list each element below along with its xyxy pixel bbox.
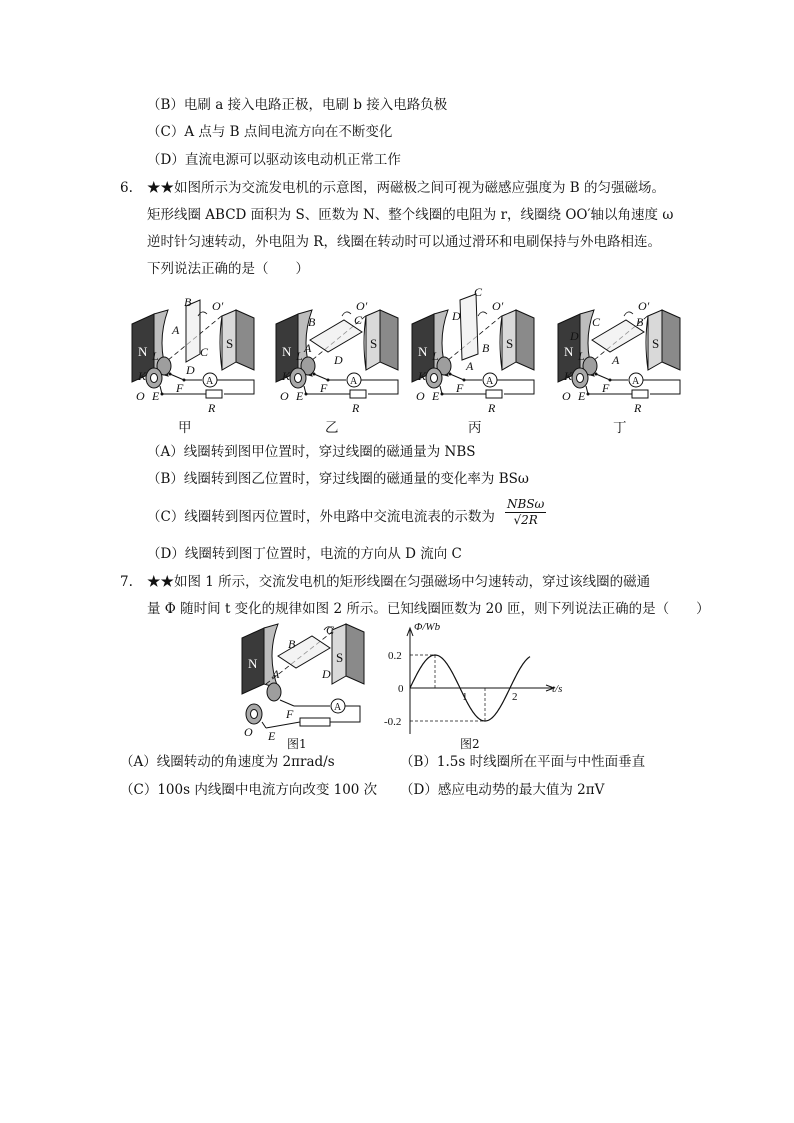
slip-ring-hole — [577, 374, 584, 383]
slip-ring-hole — [295, 374, 302, 383]
rotation-arrow — [624, 312, 633, 316]
coil-vertex-b: B — [482, 341, 490, 355]
q7-number: 7. — [120, 574, 133, 590]
q7-option-a: （A）线圈转动的角速度为 2πrad/s — [120, 754, 335, 770]
ring-label-l: L — [432, 349, 439, 363]
coil-vertex-b: B — [308, 315, 316, 329]
contact-0 — [313, 373, 316, 376]
wire-right — [643, 380, 680, 394]
axis-label-o-prime: O′ — [492, 299, 504, 313]
slip-ring-hole — [151, 374, 158, 383]
brush-label-f: F — [320, 381, 328, 395]
q7-stem-line-2: 量 Φ 随时间 t 变化的规律如图 2 所示。已知线圈匝数为 20 匝，则下列说法正确的是（ ） — [147, 601, 710, 617]
slip-ring-hole — [251, 710, 258, 719]
slip-ring-1 — [267, 683, 281, 701]
figure-label-jia: 甲 — [178, 420, 192, 436]
contact-1 — [183, 379, 186, 382]
wire-bottom — [266, 722, 300, 728]
brush-label-f: F — [176, 381, 184, 395]
generator-2 — [412, 285, 534, 415]
resistor-label: R — [634, 401, 642, 415]
brush-label-e: E — [152, 389, 160, 403]
coil-vertex-c: C — [326, 623, 335, 637]
coil-vertex-d: D — [452, 309, 461, 323]
brush-label-e: E — [296, 389, 304, 403]
coil-vertex-d: D — [334, 353, 343, 367]
y-tick-label-1: 0 — [398, 683, 404, 695]
resistor-label: R — [488, 401, 496, 415]
ring-label-k: K — [564, 369, 573, 383]
y-axis-label: Φ/Wb — [414, 621, 441, 633]
coil-vertex-c: C — [474, 285, 483, 299]
brush-f — [280, 700, 294, 706]
magnet-n-label: N — [564, 344, 574, 359]
ring-label-l: L — [152, 349, 159, 363]
magnet-s-label: S — [226, 336, 234, 351]
brush-f — [450, 374, 464, 380]
contact-0 — [595, 373, 598, 376]
q6-stem-line-3: 逆时针匀速转动，外电阻为 R，线圈在转动时可以通过滑环和电刷保持与外电路相连。 — [147, 234, 661, 250]
brush-label-f: F — [456, 381, 464, 395]
brush-e — [262, 722, 266, 728]
coil-vertex-d: D — [186, 363, 195, 377]
figure-1-caption: 图1 — [287, 737, 307, 751]
resistor-label: R — [208, 401, 216, 415]
contact-1 — [463, 379, 466, 382]
magnet-n-label: N — [282, 344, 292, 359]
contact-1 — [609, 379, 612, 382]
q5-option-c: （C）A 点与 B 点间电流方向在不断变化 — [147, 124, 393, 140]
slip-ring-hole — [431, 374, 438, 383]
axis-label-o: O — [244, 725, 253, 739]
generator-0 — [132, 295, 254, 415]
resistor — [632, 390, 648, 398]
magnet-s-side — [662, 310, 680, 370]
generator-figure-0 — [126, 294, 261, 419]
x-tick-label-2: 2 — [512, 691, 518, 703]
generator-3 — [558, 299, 680, 415]
coil-vertex-a: A — [612, 353, 620, 367]
ammeter-label: A — [486, 376, 494, 387]
generator-figure-3 — [552, 294, 687, 419]
q6-option-c-fraction — [505, 497, 546, 528]
q7-generator-svg — [236, 622, 371, 747]
figure-label-ding: 丁 — [613, 420, 627, 436]
coil-vertex-c: C — [592, 315, 601, 329]
wire-right — [217, 380, 254, 394]
resistor — [300, 718, 330, 726]
magnet-s-label: S — [370, 336, 378, 351]
brush-f — [314, 374, 328, 380]
magnet-s-label: S — [506, 336, 514, 351]
resistor — [206, 390, 222, 398]
coil-vertex-a: A — [304, 341, 312, 355]
axis-label-o: O — [136, 389, 145, 403]
y-tick-label-2: -0.2 — [384, 716, 402, 728]
coil-vertex-a: A — [466, 359, 474, 373]
wire-right — [361, 380, 398, 394]
flux-time-chart — [380, 621, 563, 739]
magnet-s-label: S — [652, 336, 660, 351]
coil-vertex-a: A — [172, 323, 180, 337]
contact-2 — [587, 393, 590, 396]
figure-label-yi: 乙 — [325, 420, 339, 436]
x-tick-label-1: 1 — [462, 691, 468, 703]
contact-2 — [441, 393, 444, 396]
x-axis-label: t/s — [552, 683, 563, 695]
brush-f — [596, 374, 610, 380]
q7-option-b: （B）1.5s 时线圈所在平面与中性面垂直 — [400, 754, 646, 770]
ammeter-label: A — [334, 702, 342, 713]
fraction-numerator: NBSω — [507, 497, 545, 511]
axis-label-o-prime: O′ — [212, 299, 224, 313]
coil-vertex-c: C — [200, 345, 209, 359]
magnet-s-side — [516, 310, 534, 370]
coil-vertex-b: B — [288, 637, 296, 651]
magnet-n-label: N — [248, 656, 258, 671]
ammeter-label: A — [632, 376, 640, 387]
magnet-s-side — [346, 624, 364, 684]
contact-1 — [327, 379, 330, 382]
contact-2 — [305, 393, 308, 396]
q7-option-c: （C）100s 内线圈中电流方向改变 100 次 — [120, 782, 378, 798]
brush-label-e: E — [578, 389, 586, 403]
resistor-label: R — [352, 401, 360, 415]
ring-label-k: K — [138, 369, 147, 383]
magnet-s-side — [380, 310, 398, 370]
coil — [186, 300, 200, 362]
coil — [460, 294, 478, 360]
y-tick-label-0: 0.2 — [388, 650, 402, 662]
q6-option-c: （C）线圈转到图丙位置时，外电路中交流电流表的示数为 — [147, 509, 495, 525]
q7-stem-line-1: ★★如图 1 所示，交流发电机的矩形线圈在匀强磁场中匀速转动，穿过该线圈的磁通 — [147, 574, 651, 590]
figure-2-caption: 图2 — [460, 737, 480, 751]
generator-figure-2 — [406, 285, 541, 419]
coil — [278, 636, 330, 668]
q6-option-a: （A）线圈转到图甲位置时，穿过线圈的磁通量为 NBS — [147, 444, 476, 460]
ammeter-label: A — [350, 376, 358, 387]
ring-label-l: L — [296, 349, 303, 363]
q7-option-d: （D）感应电动势的最大值为 2πV — [400, 782, 605, 798]
magnet-n-label: N — [138, 344, 148, 359]
brush-label-f: F — [286, 707, 294, 721]
magnet-s-side — [236, 310, 254, 370]
axis-label-o: O — [280, 389, 289, 403]
figure-label-bing: 丙 — [468, 420, 482, 436]
brush-label-e: E — [432, 389, 440, 403]
contact-0 — [169, 373, 172, 376]
axis-label-o: O — [562, 389, 571, 403]
fraction-denominator: √2R — [513, 513, 538, 527]
ring-label-l: L — [578, 349, 585, 363]
coil-vertex-c: C — [354, 313, 363, 327]
brush-f — [170, 374, 184, 380]
axis-label-o-prime: O′ — [638, 299, 650, 313]
ammeter-label: A — [206, 376, 214, 387]
contact-2 — [161, 393, 164, 396]
q7-figure-1 — [232, 622, 392, 743]
wire-right — [497, 380, 534, 394]
generator-figure-1 — [270, 294, 405, 419]
q5-option-b: （B）电刷 a 接入电路正极，电刷 b 接入电路负极 — [147, 97, 448, 113]
magnet-s-label: S — [336, 650, 344, 665]
resistor — [350, 390, 366, 398]
q6-number: 6. — [120, 180, 133, 196]
rotation-arrow — [342, 312, 351, 316]
q6-stem-line-1: ★★如图所示为交流发电机的示意图，两磁极之间可视为磁感应强度为 B 的匀强磁场。 — [147, 180, 666, 196]
resistor — [486, 390, 502, 398]
brush-label-e: E — [268, 729, 276, 743]
contact-0 — [449, 373, 452, 376]
ring-label-k: K — [418, 369, 427, 383]
coil-vertex-d: D — [322, 667, 331, 681]
q6-option-d: （D）线圈转到图丁位置时，电流的方向从 D 流向 C — [147, 546, 462, 562]
rotation-arrow — [478, 312, 487, 316]
ring-label-k: K — [282, 369, 291, 383]
q6-figure-row — [120, 285, 680, 438]
axis-label-o-prime: O′ — [356, 299, 368, 313]
q7-generator — [242, 623, 364, 743]
q5-option-d: （D）直流电源可以驱动该电动机正常工作 — [147, 152, 401, 168]
coil-vertex-b: B — [184, 295, 192, 309]
generator-1 — [276, 299, 398, 415]
magnet-n-label: N — [418, 344, 428, 359]
q6-stem-line-4: 下列说法正确的是（ ） — [147, 261, 309, 277]
coil-vertex-a: A — [272, 667, 280, 681]
coil-vertex-d: D — [570, 329, 579, 343]
coil-vertex-b: B — [636, 315, 644, 329]
axis-label-o: O — [416, 389, 425, 403]
brush-label-f: F — [602, 381, 610, 395]
q6-stem-line-2: 矩形线圈 ABCD 面积为 S、匝数为 N、整个线圈的电阻为 r，线圈绕 OO′轴以角速度 ω — [147, 207, 674, 223]
q6-option-b: （B）线圈转到图乙位置时，穿过线圈的磁通量的变化率为 BSω — [147, 471, 529, 487]
